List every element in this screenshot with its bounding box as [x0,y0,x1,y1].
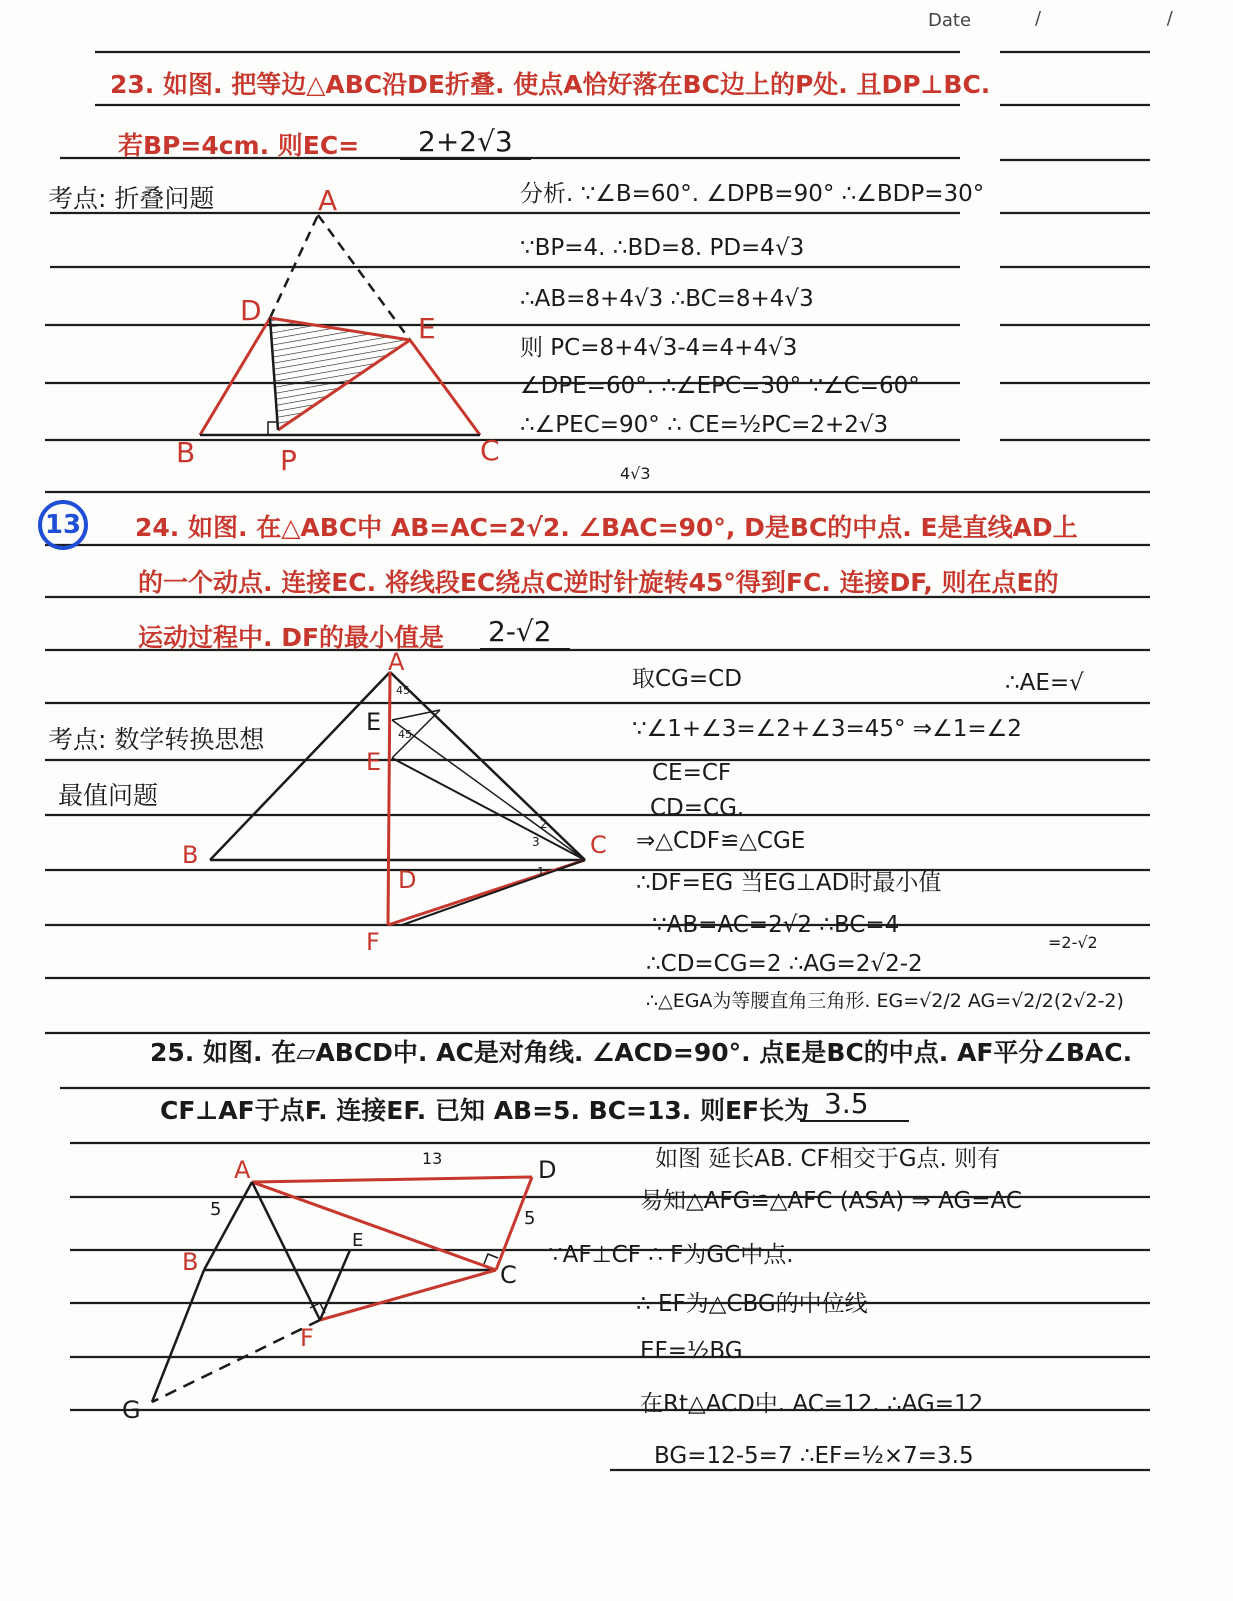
q25-solution-line: EF=½BG [640,1338,743,1364]
q25-point-label: A [234,1156,251,1184]
q24-angle-mark: 1 [537,865,545,879]
q24-angle-mark: 45 [398,728,412,741]
q24-topic: 考点: 数学转换思想 [48,725,265,754]
q24-point-label: B [182,841,199,869]
q23-line1: 23. 如图. 把等边△ABC沿DE折叠. 使点A恰好落在BC边上的P处. 且DP⊥BC. [110,70,991,99]
q23-point-label: A [318,184,338,217]
q24-solution-line: ∴△EGA为等腰直角三角形. EG=√2/2 AG=√2/2(2√2-2) [646,990,1124,1012]
q23-dashed-ad [270,215,318,318]
q25-solution-line: 在Rt△ACD中. AC=12. ∴AG=12 [640,1391,984,1417]
q25-side-ab [204,1182,252,1270]
q25-point-label: D [538,1156,557,1184]
q25-figure [110,1140,580,1450]
q23-point-label: P [280,444,297,477]
q25-length-label: 13 [422,1149,443,1168]
q24-angle-mark: 45 [396,684,410,697]
q24-answer: 2-√2 [480,618,570,650]
q23-point-label: D [240,294,262,327]
q24-solution-line: ∵∠1+∠3=∠2+∠3=45° ⇒∠1=∠2 [632,716,1022,742]
q25-solution-line: ∵AF⊥CF ∴ F为GC中点. [548,1242,794,1268]
problem-count-badge: 13 [38,500,88,550]
q24-angle-mark: 2 [540,817,548,831]
q25-seg-ef [320,1250,350,1320]
date-value: / / [1035,8,1233,29]
q24-point-label: F [366,928,380,956]
q24-line2: 的一个动点. 连接EC. 将线段EC绕点C逆时针旋转45°得到FC. 连接DF, 则在点E的 [138,568,1059,597]
q25-point-label: E [352,1230,364,1251]
q24-solution-line: ∵AB=AC=2√2 ∴BC=4 [652,912,900,938]
q24-side-note: ∴AE=√ [1005,670,1084,696]
q23-point-label: E [418,312,436,345]
q24-point-label: A [388,648,405,676]
q24-solution-line: CE=CF [652,760,732,786]
q25-answer: 3.5 [800,1090,909,1122]
q24-side-note2: =2-√2 [1048,933,1098,952]
q25-right-angle-c [484,1254,498,1264]
q23-solution-line: 则 PC=8+4√3-4=4+4√3 [520,335,798,361]
q25-point-label: C [500,1261,517,1289]
q24-line1: 24. 如图. 在△ABC中 AB=AC=2√2. ∠BAC=90°, D是BC的中点. E是直线AD上 [135,513,1078,542]
q23-solution-line: ∴AB=8+4√3 ∴BC=8+4√3 [520,286,814,312]
q23-side-ec [410,340,480,435]
q23-shaded-region [270,318,410,430]
q25-length-label: 5 [210,1199,222,1220]
q24-line-adf [388,672,390,925]
q24-seg-cd-f [402,860,585,925]
q24-solution-line: ⇒△CDF≌△CGE [636,828,806,854]
q23-point-label: B [176,436,196,469]
q23-answer: 2+2√3 [400,128,531,160]
q25-solution-line: ∴ EF为△CBG的中位线 [636,1291,868,1317]
q25-line1: 25. 如图. 在▱ABCD中. AC是对角线. ∠ACD=90°. 点E是BC的中点. AF平分∠BAC. [150,1038,1133,1067]
q23-solution-line: 分析. ∵∠B=60°. ∠DPB=90° ∴∠BDP=30° [520,181,985,207]
q24-point-label: E [366,748,382,776]
q23-dashed-ae [318,215,410,340]
date-label: Date [928,10,972,31]
q24-line3: 运动过程中. DF的最小值是 [138,623,445,652]
q25-solution-line: 如图 延长AB. CF相交于G点. 则有 [655,1146,1001,1172]
q25-solution-line: 易知△AFG≌△AFC (ASA) ⇒ AG=AC [640,1188,1022,1214]
q23-solution-line: ∵BP=4. ∴BD=8. PD=4√3 [520,235,805,261]
q24-angle-mark: 3 [532,835,540,849]
q25-point-label: F [300,1324,314,1352]
q25-line2: CF⊥AF于点F. 连接EF. 已知 AB=5. BC=13. 则EF长为 [160,1096,810,1125]
q24-seg-eg [392,710,440,720]
q24-side-ab [210,672,390,860]
q24-solution-line: 取CG=CD [632,666,742,692]
q24-point-label: E [366,708,382,736]
q23-point-label: C [480,434,500,467]
q25-seg-cf [320,1270,496,1320]
q24-solution-line: ∴CD=CG=2 ∴AG=2√2-2 [646,951,923,977]
q25-point-label: G [122,1396,141,1424]
q25-solution-line: BG=12-5=7 ∴EF=½×7=3.5 [654,1443,974,1469]
q23-figure [170,180,530,480]
q25-ext-bg [152,1270,204,1402]
q24-solution-line: CD=CG. [650,795,745,821]
q25-ext-fg [152,1320,320,1402]
q24-topic2: 最值问题 [58,781,159,810]
q24-point-label: D [398,866,417,894]
q24-side-ac [390,672,585,860]
q24-seg-ec [392,758,585,860]
q24-solution-line: ∴DF=EG 当EG⊥AD时最小值 [636,870,942,896]
q23-line2: 若BP=4cm. 则EC= [118,131,360,160]
q23-side-bd [200,318,270,435]
q25-point-label: B [182,1248,199,1276]
q24-seg-e2c [392,720,585,860]
q23-solution-line: ∴∠PEC=90° ∴ CE=½PC=2+2√3 [520,412,889,438]
q23-solution-line: ∠DPE=60°. ∴∠EPC=30° ∵∠C=60° [520,373,920,399]
q24-figure [180,650,630,960]
q23-topic: 考点: 折叠问题 [48,184,215,213]
q23-scratch: 4√3 [620,464,651,483]
q25-side-ad [252,1177,532,1182]
q25-length-label: 5 [524,1208,536,1229]
q24-point-label: C [590,831,607,859]
